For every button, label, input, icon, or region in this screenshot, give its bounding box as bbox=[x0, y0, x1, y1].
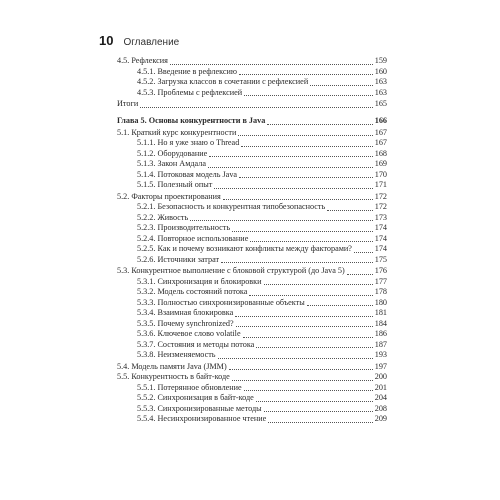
dot-leader bbox=[239, 74, 373, 75]
toc-entry-page: 172 bbox=[374, 202, 387, 211]
toc-entry-label: 5.5. Конкурентность в байт-коде bbox=[117, 372, 230, 381]
toc-entry bbox=[117, 266, 387, 277]
dot-leader bbox=[140, 107, 373, 108]
toc-entry-page: 193 bbox=[374, 350, 387, 359]
toc-entry bbox=[117, 277, 387, 288]
toc-entry-label: 5.3.7. Состояния и методы потока bbox=[137, 339, 255, 349]
dot-leader bbox=[238, 135, 372, 136]
toc-entry bbox=[117, 383, 387, 394]
toc-entry bbox=[117, 67, 387, 78]
toc-entry-label: 5.5.2. Синхронизация в байт-коде bbox=[137, 393, 254, 402]
dot-leader bbox=[264, 411, 373, 412]
dot-leader bbox=[347, 274, 373, 275]
toc-entry-page: 178 bbox=[374, 287, 387, 296]
toc-entry-label: 4.5. Рефлексия bbox=[117, 56, 168, 65]
dot-leader bbox=[327, 210, 372, 211]
toc-entry-label: 5.3.2. Модель состояний потока bbox=[137, 287, 248, 296]
dot-leader bbox=[256, 347, 372, 348]
toc-entry-label: 5.5.4. Несинхронизированное чтение bbox=[137, 414, 267, 423]
toc-entry bbox=[117, 319, 387, 330]
dot-leader bbox=[190, 220, 372, 221]
toc-entry-label: 5.2.1. Безопасность и конкурентная типобезопасность bbox=[137, 202, 326, 211]
toc-entry-label: 5.1.1. Но я уже знаю о Thread bbox=[137, 138, 240, 147]
toc-entry-page: 165 bbox=[374, 99, 387, 108]
toc-entry-page: 160 bbox=[374, 66, 387, 76]
dot-leader bbox=[170, 64, 373, 65]
toc-entry-label: 5.1.2. Оборудование bbox=[137, 148, 208, 158]
toc-entry-label: 5.2.3. Производительность bbox=[137, 223, 231, 232]
toc-entry-label: 5.3.1. Синхронизация и блокировки bbox=[137, 276, 262, 286]
dot-leader bbox=[268, 422, 372, 423]
toc-entry-page: 176 bbox=[374, 266, 387, 275]
dot-leader bbox=[250, 241, 372, 242]
toc-entry bbox=[117, 362, 387, 373]
page-header bbox=[99, 33, 179, 48]
dot-leader bbox=[256, 401, 373, 402]
dot-leader bbox=[249, 295, 372, 296]
dot-leader bbox=[221, 262, 373, 263]
toc-entry-page: 175 bbox=[374, 254, 387, 264]
toc-entry-page: 187 bbox=[374, 339, 387, 349]
dot-leader bbox=[241, 146, 372, 147]
toc-entry bbox=[117, 138, 387, 149]
toc-entry-label: 5.3.8. Неизменяемость bbox=[137, 350, 216, 359]
toc-entry-page: 177 bbox=[374, 276, 387, 286]
toc-entry-label: 5.1.3. Закон Амдала bbox=[137, 159, 206, 168]
toc-entry-page: 181 bbox=[374, 308, 387, 317]
toc-entry bbox=[117, 329, 387, 340]
toc-entry-page: 172 bbox=[374, 191, 387, 201]
dot-leader bbox=[232, 231, 373, 232]
toc-entry-page: 163 bbox=[374, 87, 387, 97]
toc-entry bbox=[117, 202, 387, 213]
toc-entry-label: 5.2.2. Живость bbox=[137, 212, 189, 222]
toc-entry-page: 159 bbox=[374, 56, 387, 65]
dot-leader bbox=[214, 188, 372, 189]
dot-leader bbox=[218, 358, 373, 359]
toc-entry-label: 5.3.6. Ключевое слово volatile bbox=[137, 329, 241, 338]
toc-entry-label: 5.3.4. Взаимная блокировка bbox=[137, 308, 234, 317]
toc-entry bbox=[117, 393, 387, 404]
toc-entry-page: 209 bbox=[374, 414, 387, 423]
toc-entry bbox=[117, 287, 387, 298]
toc-entry-label: Итоги bbox=[117, 99, 139, 108]
dot-leader bbox=[236, 326, 373, 327]
toc-entry bbox=[117, 128, 387, 139]
dot-leader bbox=[244, 95, 373, 96]
toc-entry bbox=[117, 170, 387, 181]
toc-entry bbox=[117, 56, 387, 67]
toc-entry-page: 173 bbox=[374, 212, 387, 222]
toc-entry-page: 201 bbox=[374, 382, 387, 392]
toc-entry bbox=[117, 77, 387, 88]
dot-leader bbox=[354, 252, 373, 253]
toc-entry-label: 5.2.4. Повторное использование bbox=[137, 233, 249, 243]
toc-entry bbox=[117, 234, 387, 245]
page-number: 10 bbox=[99, 33, 114, 48]
toc-entry-page: 180 bbox=[374, 297, 387, 307]
dot-leader bbox=[209, 156, 372, 157]
toc-entry bbox=[117, 298, 387, 309]
dot-leader bbox=[310, 85, 373, 86]
running-title: Оглавление bbox=[123, 37, 180, 48]
toc-entry-label: 5.3.3. Полностью синхронизированные объекты bbox=[137, 297, 305, 307]
toc-entry bbox=[117, 213, 387, 224]
toc-entry-page: 169 bbox=[374, 159, 387, 168]
toc-entry-label: 5.3.5. Почему synchronized? bbox=[137, 318, 234, 328]
toc-entry bbox=[117, 350, 387, 361]
dot-leader bbox=[239, 177, 373, 178]
toc-entry-page: 167 bbox=[374, 138, 387, 147]
toc-entry bbox=[117, 414, 387, 425]
table-of-contents bbox=[117, 56, 387, 425]
dot-leader bbox=[208, 167, 373, 168]
toc-entry-page: 171 bbox=[374, 180, 387, 189]
toc-entry-label: 4.5.3. Проблемы с рефлексией bbox=[137, 87, 243, 97]
toc-entry-page: 186 bbox=[374, 329, 387, 338]
toc-entry bbox=[117, 308, 387, 319]
toc-entry-label: 5.2. Факторы проектирования bbox=[117, 191, 221, 201]
dot-leader bbox=[232, 380, 373, 381]
toc-entry-page: 174 bbox=[374, 223, 387, 232]
toc-entry-label: 4.5.1. Введение в рефлексию bbox=[137, 66, 237, 76]
toc-entry-page: 167 bbox=[374, 127, 387, 137]
toc-entry-page: 208 bbox=[374, 403, 387, 413]
toc-entry bbox=[117, 223, 387, 234]
toc-entry bbox=[117, 244, 387, 255]
toc-entry-label: 5.1.4. Потоковая модель Java bbox=[137, 169, 238, 179]
toc-entry-label: 5.3. Конкурентное выполнение с блоковой структурой (до Java 5) bbox=[117, 266, 345, 275]
dot-leader bbox=[244, 390, 373, 391]
toc-entry-page: 166 bbox=[374, 116, 387, 125]
toc-entry bbox=[117, 99, 387, 110]
toc-entry bbox=[117, 149, 387, 160]
toc-entry-page: 168 bbox=[374, 148, 387, 158]
toc-entry-page: 204 bbox=[374, 393, 387, 402]
toc-entry-label: 5.2.5. Как и почему возникают конфликты между факторами? bbox=[137, 244, 352, 253]
toc-entry bbox=[117, 88, 387, 99]
toc-entry-label: Глава 5. Основы конкурентности в Java bbox=[117, 116, 266, 125]
dot-leader bbox=[223, 199, 373, 200]
dot-leader bbox=[307, 305, 373, 306]
toc-entry-page: 197 bbox=[374, 361, 387, 371]
toc-entry-label: 5.5.3. Синхронизированные методы bbox=[137, 403, 262, 413]
toc-entry bbox=[117, 372, 387, 383]
toc-entry bbox=[117, 255, 387, 266]
toc-entry-label: 5.5.1. Потерянное обновление bbox=[137, 382, 242, 392]
toc-entry bbox=[117, 159, 387, 170]
dot-leader bbox=[267, 124, 372, 125]
toc-chapter-entry bbox=[117, 116, 387, 127]
toc-entry bbox=[117, 404, 387, 415]
toc-entry-label: 4.5.2. Загрузка классов в сочетании с рефлексией bbox=[137, 77, 309, 86]
toc-entry bbox=[117, 180, 387, 191]
dot-leader bbox=[235, 316, 372, 317]
toc-entry-page: 200 bbox=[374, 372, 387, 381]
toc-entry-page: 174 bbox=[374, 233, 387, 243]
dot-leader bbox=[264, 284, 373, 285]
dot-leader bbox=[243, 337, 373, 338]
toc-entry-label: 5.1.5. Полезный опыт bbox=[137, 180, 213, 189]
toc-entry-page: 170 bbox=[374, 169, 387, 179]
dot-leader bbox=[229, 369, 373, 370]
toc-entry-page: 163 bbox=[374, 77, 387, 86]
toc-entry-label: 5.4. Модель памяти Java (JMM) bbox=[117, 361, 227, 371]
toc-entry bbox=[117, 340, 387, 351]
toc-entry-label: 5.2.6. Источники затрат bbox=[137, 254, 220, 264]
toc-entry bbox=[117, 192, 387, 203]
toc-entry-page: 184 bbox=[374, 318, 387, 328]
toc-entry-page: 174 bbox=[374, 244, 387, 253]
toc-entry-label: 5.1. Краткий курс конкурентности bbox=[117, 127, 237, 137]
